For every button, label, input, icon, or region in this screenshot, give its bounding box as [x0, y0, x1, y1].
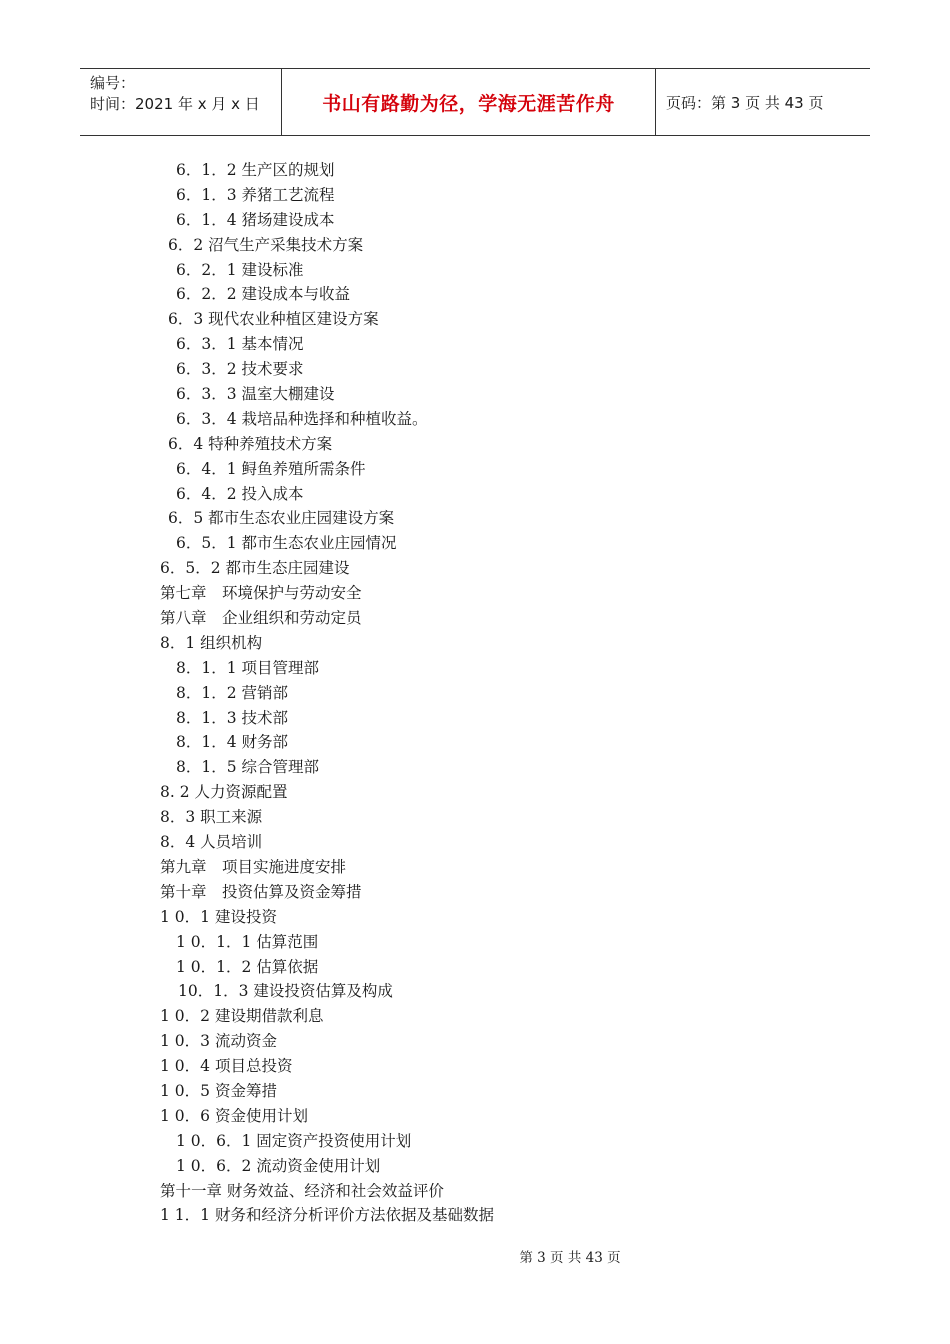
toc-entry: 6．3．2 技术要求: [176, 360, 304, 379]
page-header: [80, 68, 870, 136]
header-page-info: 页码：第 3 页 共 43 页: [666, 93, 824, 112]
time-label: 时间：2021 年 x 月 x 日: [90, 95, 260, 113]
toc-entry: 10．1．3 建设投资估算及构成: [178, 982, 393, 1001]
toc-entry: 第九章 项目实施进度安排: [160, 857, 347, 876]
toc-entry: 8．1．2 营销部: [176, 683, 289, 702]
toc-entry: 6．5 都市生态农业庄园建设方案: [168, 509, 395, 528]
toc-entry: 8．3 职工来源: [160, 808, 263, 827]
toc-entry: 8．4 人员培训: [160, 833, 263, 852]
toc-entry: 6．5．1 都市生态农业庄园情况: [176, 534, 397, 553]
toc-entry: 6．5．2 都市生态庄园建设: [160, 559, 350, 578]
toc-entry: 6．1．3 养猪工艺流程: [176, 185, 335, 204]
toc-entry: 8. 2 人力资源配置: [160, 783, 288, 802]
toc-entry: 1 0．6．2 流动资金使用计划: [176, 1156, 381, 1175]
toc-entry: 6．2．1 建设标准: [176, 260, 304, 279]
toc-entry: 第七章 环境保护与劳动安全: [160, 584, 362, 603]
toc-entry: 6．3．1 基本情况: [176, 335, 304, 354]
toc-entry: 6．2 沼气生产采集技术方案: [168, 235, 364, 254]
toc-entry: 6．3 现代农业种植区建设方案: [168, 310, 379, 329]
table-of-contents: [0, 158, 950, 1228]
toc-entry: 8．1．4 财务部: [176, 733, 289, 752]
toc-entry: 1 0．6 资金使用计划: [160, 1106, 308, 1125]
toc-entry: 1 0．4 项目总投资: [160, 1057, 293, 1076]
toc-entry: 6．2．2 建设成本与收益: [176, 285, 351, 304]
toc-entry: 6．4．2 投入成本: [176, 484, 304, 503]
toc-entry: 1 1．1 财务和经济分析评价方法依据及基础数据: [160, 1206, 494, 1225]
toc-entry: 1 0．1．2 估算依据: [176, 957, 319, 976]
toc-entry: 8．1．5 综合管理部: [176, 758, 320, 777]
toc-entry: 6．4 特种养殖技术方案: [168, 434, 333, 453]
toc-entry: 6．1．2 生产区的规划: [176, 161, 335, 179]
header-motto: 书山有路勤为径，学海无涯苦作舟: [282, 69, 656, 135]
toc-entry: 1 0．3 流动资金: [160, 1032, 277, 1051]
number-label: 编号：: [90, 74, 136, 92]
toc-entry: 8．1 组织机构: [160, 633, 263, 652]
toc-entry: 8．1．1 项目管理部: [176, 658, 320, 677]
toc-entry: 第十一章 财务效益、经济和社会效益评价: [160, 1181, 444, 1200]
toc-entry: 8．1．3 技术部: [176, 708, 289, 727]
header-meta: [80, 69, 282, 135]
toc-entry: 6．4．1 鲟鱼养殖所需条件: [176, 459, 366, 478]
toc-entry: 1 0．1 建设投资: [160, 907, 277, 926]
toc-entry: 1 0．2 建设期借款利息: [160, 1007, 324, 1026]
toc-entry: 第十章 投资估算及资金筹措: [160, 882, 362, 901]
toc-entry: 6．3．3 温室大棚建设: [176, 385, 335, 404]
toc-entry: 1 0．6．1 固定资产投资使用计划: [176, 1131, 412, 1150]
toc-entry: 第八章 企业组织和劳动定员: [160, 609, 362, 628]
toc-entry: 1 0．1．1 估算范围: [176, 932, 319, 951]
toc-entry: 6．1．4 猪场建设成本: [176, 210, 335, 229]
toc-entry: 6．3．4 栽培品种选择和种植收益。: [176, 409, 428, 428]
toc-entry: 1 0．5 资金筹措: [160, 1081, 277, 1100]
page-footer: 第 3 页 共 43 页: [519, 1250, 621, 1266]
